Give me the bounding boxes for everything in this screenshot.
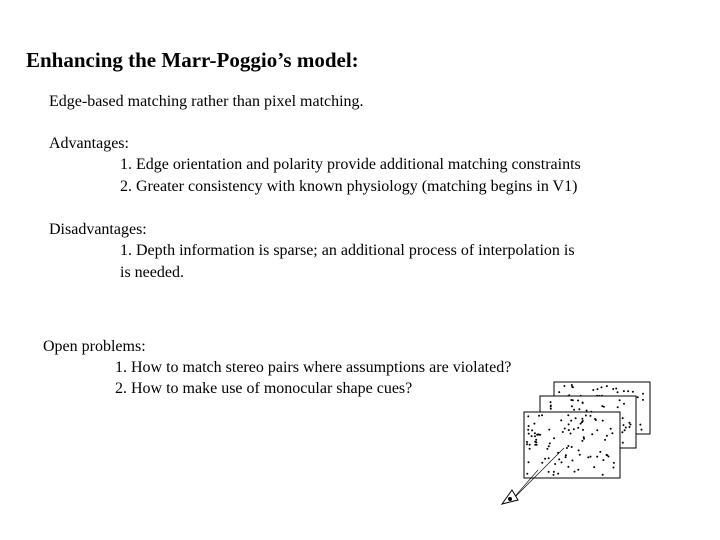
stereogram-dot xyxy=(613,462,615,464)
stereogram-dot xyxy=(557,473,559,475)
stereogram-dot xyxy=(608,456,610,458)
open-problem-item-1: 1. How to match stereo pairs where assumptions are violated? xyxy=(115,359,512,376)
stereogram-dot xyxy=(580,423,582,425)
stereogram-dot xyxy=(577,400,579,402)
slide-title: Enhancing the Marr-Poggio’s model: xyxy=(26,48,359,72)
stereogram-dot xyxy=(568,429,570,431)
disadvantage-item-1: 1. Depth information is sparse; an additional process of interpolation is xyxy=(120,242,575,259)
stereogram-dot xyxy=(587,456,589,458)
stereogram-dot xyxy=(637,396,639,398)
stereogram-dot xyxy=(561,461,563,463)
stereogram-dot xyxy=(606,385,608,387)
stereogram-dot xyxy=(628,422,630,424)
stereogram-dot xyxy=(538,415,540,417)
stereogram-dot xyxy=(548,471,550,473)
stereogram-dot xyxy=(578,449,580,451)
stereogram-dot xyxy=(622,417,624,419)
stereogram-dot xyxy=(565,454,567,456)
stereogram-dot xyxy=(567,445,569,447)
stereogram-dot xyxy=(625,427,627,429)
stereogram-dot xyxy=(623,424,625,426)
stereogram-dot xyxy=(566,447,568,449)
stereogram-dot xyxy=(553,474,555,476)
stereogram-dot xyxy=(529,444,531,446)
stereogram-dot xyxy=(611,432,613,434)
stereogram-dot xyxy=(548,445,550,447)
stereogram-dot xyxy=(571,384,573,386)
stereogram-dot xyxy=(526,441,528,443)
stereogram-dot xyxy=(570,433,572,435)
stereogram-dot xyxy=(617,406,619,408)
stereogram-dot xyxy=(602,459,604,461)
disadvantages-heading: Disadvantages: xyxy=(49,221,147,238)
stereogram-dot xyxy=(534,441,536,443)
stereogram-dot xyxy=(582,402,584,404)
stereogram-dot xyxy=(575,417,577,419)
stereogram-dot xyxy=(564,428,566,430)
stereogram-dot xyxy=(601,386,603,388)
stereogram-dot xyxy=(528,433,530,435)
stereogram-dot xyxy=(615,388,617,390)
stereogram-dot xyxy=(629,426,631,428)
stereogram-dot xyxy=(544,458,546,460)
open-problem-item-2: 2. How to make use of monocular shape cues? xyxy=(115,380,413,397)
stereogram-dot xyxy=(570,420,572,422)
stereogram-dot xyxy=(534,432,536,434)
stereogram-dot xyxy=(553,437,555,439)
stereogram-dot xyxy=(623,390,625,392)
stereogram-dot xyxy=(531,429,533,431)
stereogram-dot xyxy=(577,427,579,429)
stereogram-dot xyxy=(526,473,528,475)
stereogram-dot xyxy=(590,456,592,458)
stereogram-dot xyxy=(581,421,583,423)
stereogram-dot xyxy=(528,425,530,427)
stereogram-dot xyxy=(630,424,632,426)
stereogram-dot xyxy=(560,419,562,421)
stereogram-dot xyxy=(621,431,623,433)
stereogram-dot xyxy=(571,405,573,407)
stereogram-dot xyxy=(558,391,560,393)
stereogram-dot xyxy=(613,467,615,469)
stereogram-dot xyxy=(583,438,585,440)
stereogram-dot xyxy=(642,393,644,395)
stereogram-dot xyxy=(596,456,598,458)
stereogram-dot xyxy=(579,454,581,456)
stereogram-dot xyxy=(606,454,608,456)
stereogram-dot xyxy=(585,415,587,417)
stereogram-dot xyxy=(619,399,621,401)
random-dot-stereogram-icon xyxy=(498,378,658,518)
stereogram-dot xyxy=(541,462,543,464)
stereogram-dot xyxy=(578,408,580,410)
stereogram-dot xyxy=(604,439,606,441)
advantage-item-2: 2. Greater consistency with known physiology (matching begins in V1) xyxy=(120,178,578,195)
stereogram-dot xyxy=(574,471,576,473)
stereogram-dot xyxy=(572,460,574,462)
stereogram-dot xyxy=(527,415,529,417)
stereogram-dot xyxy=(554,463,556,465)
stereogram-dot xyxy=(624,429,626,431)
stereogram-dot xyxy=(622,442,624,444)
stereogram-dot xyxy=(602,420,604,422)
stereogram-dot xyxy=(562,431,564,433)
stereogram-dot xyxy=(617,391,619,393)
stereogram-dot xyxy=(632,391,634,393)
stereogram-dot xyxy=(534,435,536,437)
stereogram-dot xyxy=(550,401,552,403)
stereogram-dot xyxy=(531,435,533,437)
stereogram-dot xyxy=(535,439,537,441)
stereogram-dot xyxy=(582,429,584,431)
stereogram-dot xyxy=(548,429,550,431)
stereogram-dot xyxy=(641,429,643,431)
stereogram-dot xyxy=(533,423,535,425)
stereogram-dot xyxy=(596,429,598,431)
stereogram-dot xyxy=(550,405,552,407)
stereogram-dot xyxy=(571,446,573,448)
stereogram-dot xyxy=(568,423,570,425)
open-problems-heading: Open problems: xyxy=(43,338,146,355)
stereogram-dot xyxy=(639,424,641,426)
stereogram-dot xyxy=(572,399,574,401)
stereogram-dot xyxy=(606,435,608,437)
stereogram-dot xyxy=(591,433,593,435)
stereogram-dot xyxy=(526,443,528,445)
stereogram-dot xyxy=(567,466,569,468)
stereogram-dot xyxy=(581,440,583,442)
stereogram-dot xyxy=(602,474,604,476)
stereogram-dot xyxy=(571,386,573,388)
intro-text: Edge-based matching rather than pixel matching. xyxy=(49,93,364,110)
stereogram-dot xyxy=(538,434,540,436)
stereogram-dot xyxy=(546,448,548,450)
stereogram-dot xyxy=(586,410,588,412)
stereogram-dot xyxy=(528,461,530,463)
stereogram-dot xyxy=(565,456,567,458)
stereogram-dot xyxy=(595,419,597,421)
stereogram-dot xyxy=(627,390,629,392)
stereogram-dot xyxy=(581,418,583,420)
stereogram-dot xyxy=(612,388,614,390)
stereogram-dot xyxy=(548,457,550,459)
stereogram-dot xyxy=(527,429,529,431)
stereogram-dot xyxy=(577,469,579,471)
stereogram-dot xyxy=(599,451,601,453)
stereogram-dot xyxy=(558,458,560,460)
stereogram-dot xyxy=(603,406,605,408)
stereogram-dot xyxy=(553,471,555,473)
eye-icon xyxy=(502,490,518,504)
stereogram-dot xyxy=(573,409,575,411)
stereogram-dot xyxy=(567,414,569,416)
stereogram-dot xyxy=(610,428,612,430)
front-dot-panel xyxy=(524,412,620,478)
stereogram-dot xyxy=(592,389,594,391)
stereogram-dot xyxy=(642,399,644,401)
stereogram-dot xyxy=(593,466,595,468)
stereogram-dot xyxy=(597,388,599,390)
stereogram-dot xyxy=(573,428,575,430)
stereogram-dot xyxy=(549,442,551,444)
stereogram-dot xyxy=(563,385,565,387)
stereogram-dot xyxy=(541,414,543,416)
stereogram-dot xyxy=(534,444,536,446)
disadvantage-item-1-continued: is needed. xyxy=(120,264,184,281)
advantages-heading: Advantages: xyxy=(49,135,129,152)
stereogram-dot xyxy=(550,408,552,410)
advantage-item-1: 1. Edge orientation and polarity provide additional matching constraints xyxy=(120,156,581,173)
stereogram-dot xyxy=(589,415,591,417)
stereogram-dot xyxy=(623,403,625,405)
stereogram-dot xyxy=(529,448,531,450)
